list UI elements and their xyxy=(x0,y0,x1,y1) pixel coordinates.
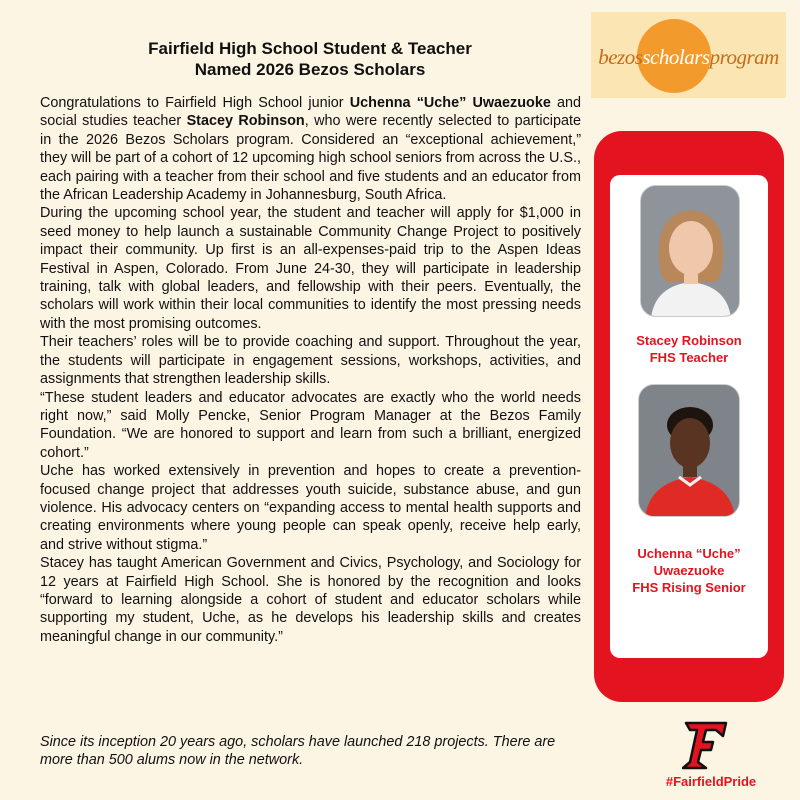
paragraph-seed-money: During the upcoming school year, the student and teacher will apply for $1,000 in seed money to help launch a sustainable Community Change Project to positively impact their community. Up first is an all-expenses-paid trip to the Aspen Ideas Festival in Aspen, Colorado. From June 24-30, they will participate in leadership training, talk with global leaders, and fellowship with their peers. Eventually, the scholars will work within their local communities to identify the most pressing needs with the most promising outcomes. xyxy=(40,205,581,332)
fairfield-f-logo xyxy=(682,720,728,772)
intro-text-a: Congratulations to Fairfield High School junior xyxy=(40,95,350,111)
paragraph-stacey: Stacey has taught American Government and Civics, Psychology, and Sociology for 12 years at Fairfield High School. She is honored by the recognition and looks “forward to learning alongside a cohort of student and educator scholars while supporting my student, Uche, as he develops his leadership skills and creates meaningful change in our community.” xyxy=(40,555,581,645)
teacher-role: FHS Teacher xyxy=(649,350,729,365)
paragraph-intro xyxy=(40,94,581,204)
page-title xyxy=(40,38,580,80)
intro-text-b: and social studies teacher xyxy=(40,95,582,130)
article-body xyxy=(40,94,581,646)
fairfield-pride-hashtag: #FairfieldPride xyxy=(665,774,757,789)
paragraph-uche: Uche has worked extensively in prevention and hopes to create a prevention-focused change project that addresses youth suicide, substance abuse, and gun violence. His advocacy centers on “expanding access to mental health supports and creating environments where young people can speak openly, receive help early, and strive without stigma.” xyxy=(40,463,581,553)
logo-text xyxy=(591,45,786,70)
closing-note: Since its inception 20 years ago, scholars have launched 218 projects. There are more than 500 alums now in the network. xyxy=(40,734,556,769)
title-line-2: Named 2026 Bezos Scholars xyxy=(194,60,426,79)
student-name-line-2: Uwaezuoke xyxy=(653,563,725,578)
student-name-bold: Uchenna “Uche” Uwaezuoke xyxy=(349,95,551,111)
intro-text-c: , who were recently selected to participate in the 2026 Bezos Scholars program. Considered an “exceptional achievement,” they will be part of a cohort of 12 upcoming high school seniors from across the U.S., each pairing with a teacher from their school and five students and an educator from the African Leadership Academy in Johannesburg, South Africa. xyxy=(40,113,581,204)
paragraph-teacher-roles: Their teachers’ roles will be to provide coaching and support. Throughout the year, the students will participate in engagement sessions, workshops, activities, and assignments that strengthen leadership skills. xyxy=(40,334,581,388)
teacher-name-bold: Stacey Robinson xyxy=(186,113,305,130)
logo-text-bezos: bezos xyxy=(598,45,643,69)
student-photo xyxy=(638,384,740,517)
student-name-line-1: Uchenna “Uche” xyxy=(637,546,741,561)
scholars-panel-inner xyxy=(610,175,768,658)
teacher-name: Stacey Robinson xyxy=(636,333,742,348)
student-caption xyxy=(610,545,768,596)
title-line-1: Fairfield High School Student & Teacher xyxy=(148,39,472,58)
student-role: FHS Rising Senior xyxy=(632,580,746,595)
scholars-panel xyxy=(594,131,784,702)
logo-text-scholars: scholars xyxy=(642,45,710,69)
teacher-photo xyxy=(640,185,740,317)
paragraph-quote: “These student leaders and educator advocates are exactly who the world needs right now,” said Molly Pencke, Senior Program Manager at the Bezos Family Foundation. “We are honored to support and learn from such a brilliant, energized cohort.” xyxy=(40,389,581,461)
logo-text-program: program xyxy=(709,45,779,69)
bezos-scholars-logo xyxy=(591,12,786,98)
teacher-caption xyxy=(610,332,768,366)
